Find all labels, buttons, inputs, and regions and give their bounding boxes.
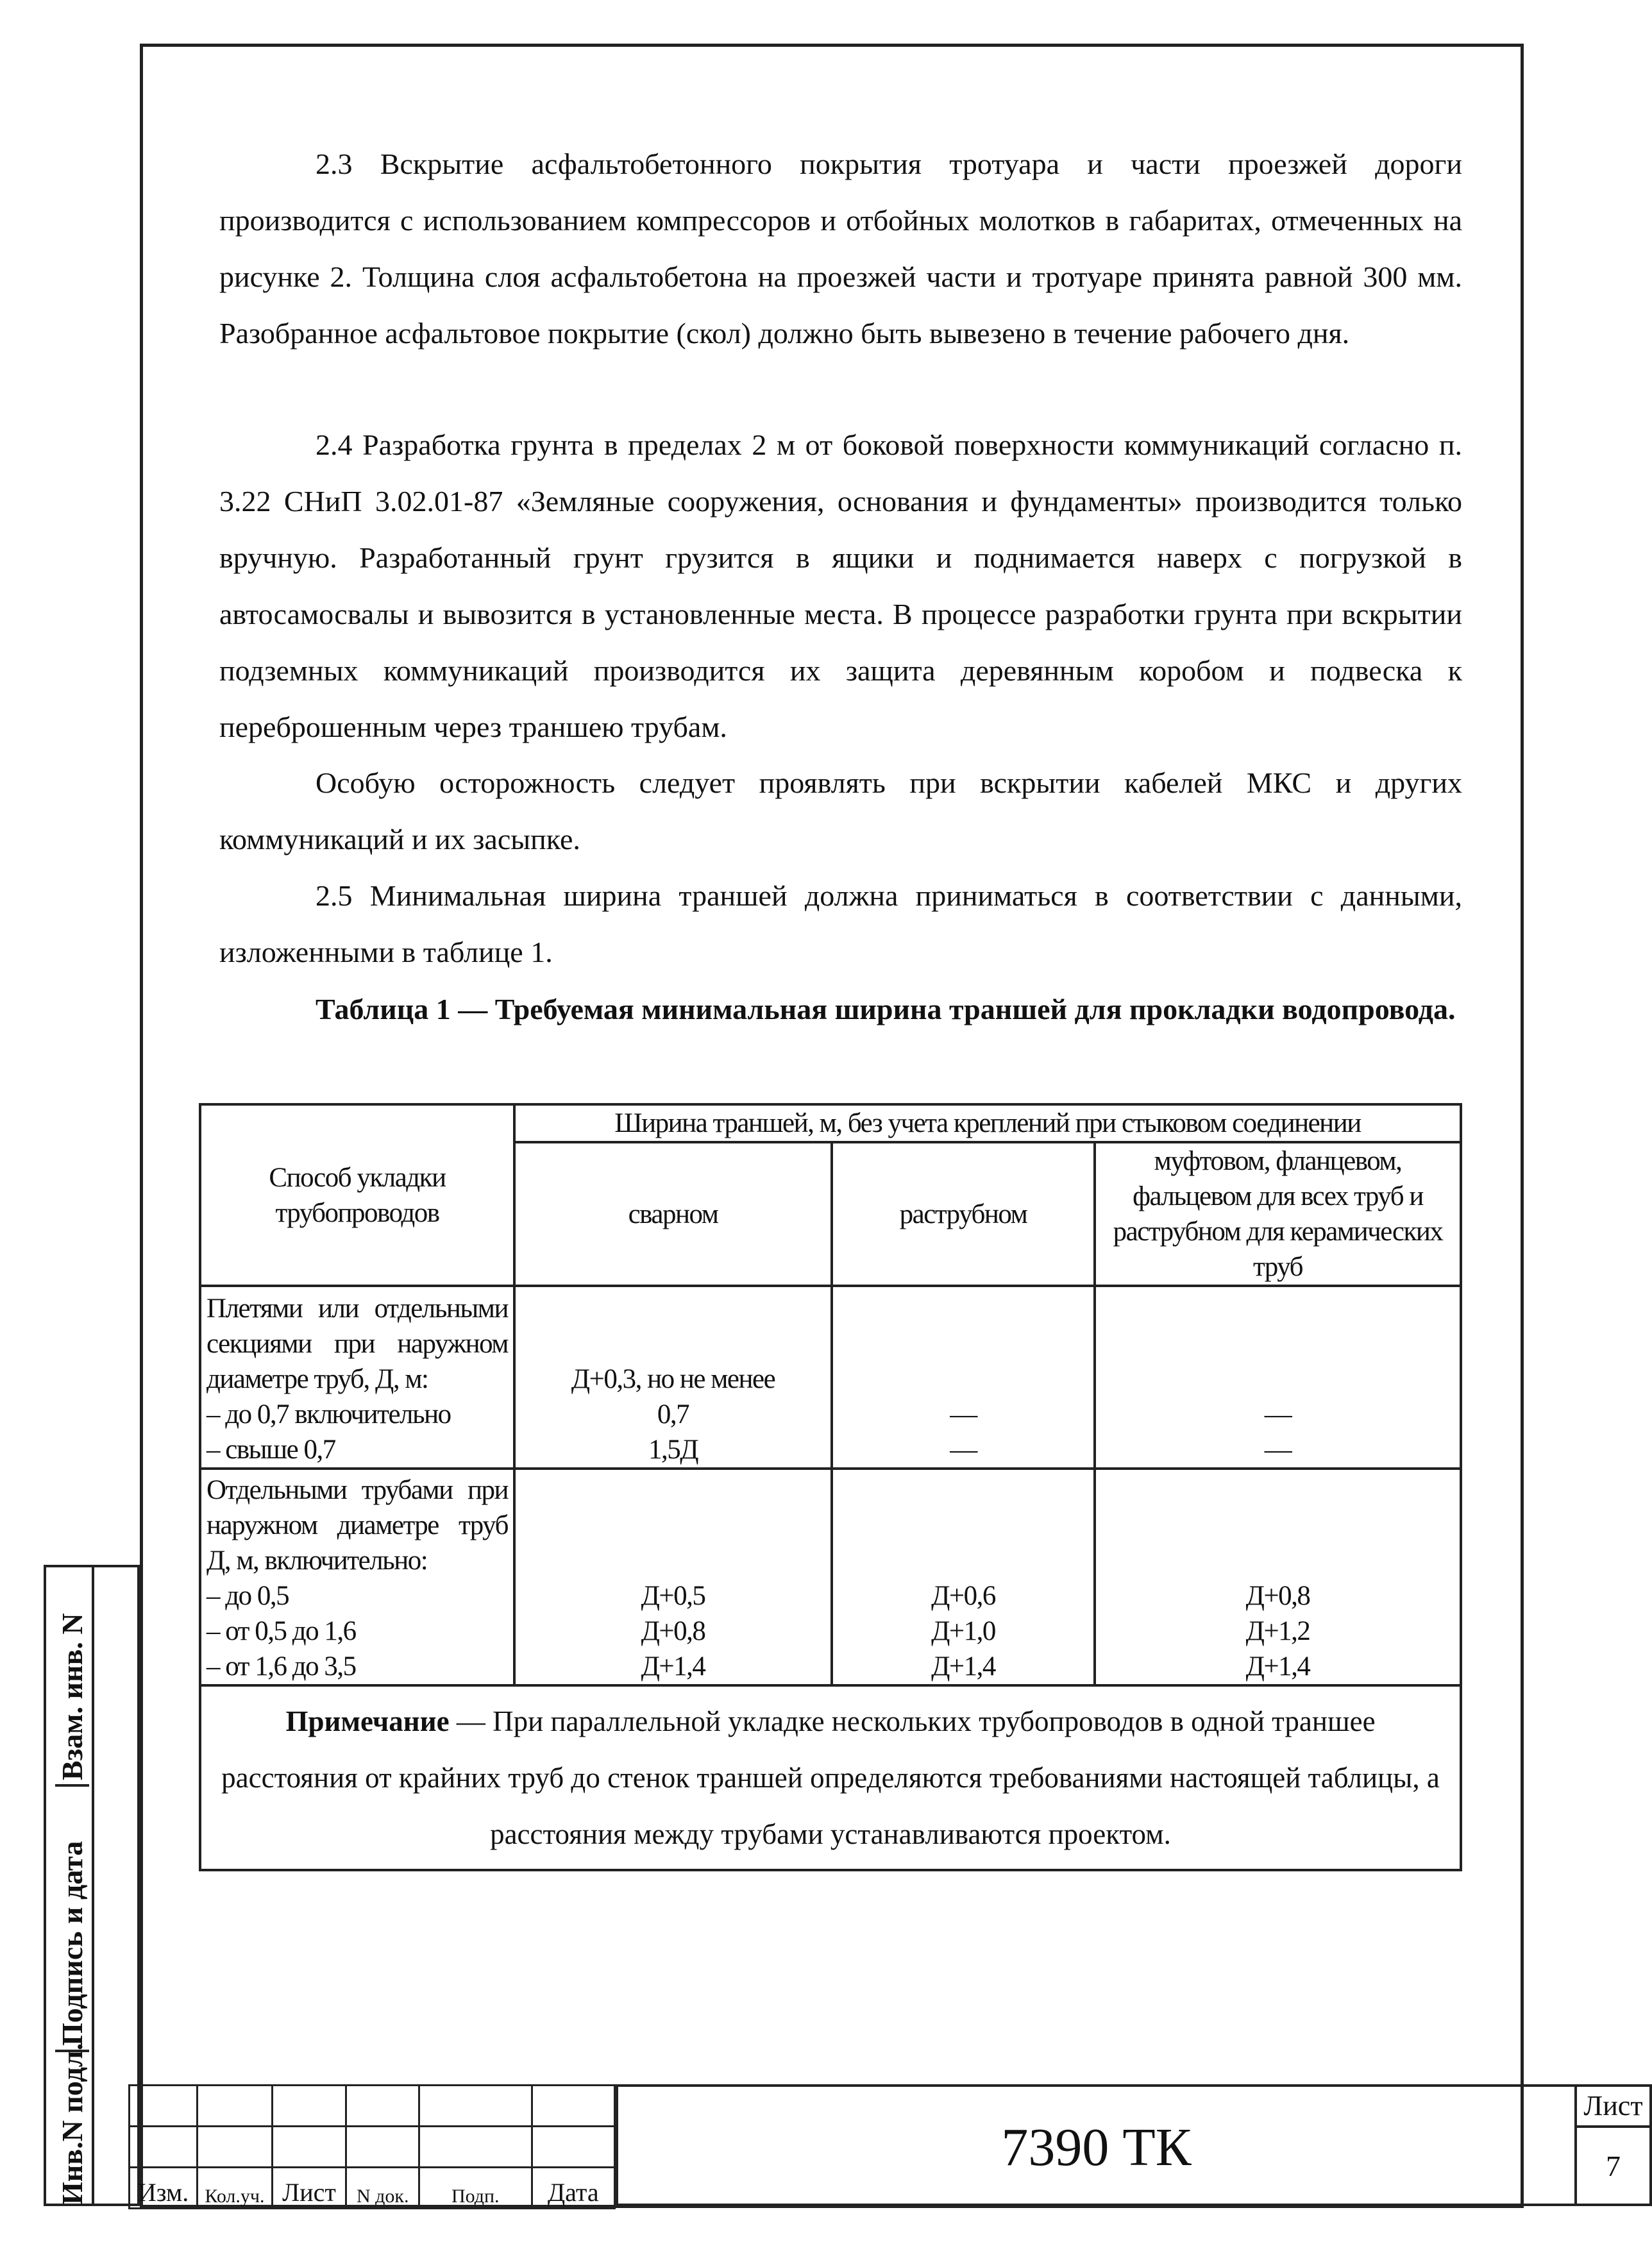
rev-header-count: Кол.уч.	[198, 2168, 272, 2209]
table-note	[200, 1685, 1461, 1870]
group2-coupling-value: Д+1,2	[1245, 1616, 1310, 1646]
paragraph-2-4: 2.4 Разработка грунта в пределах 2 м от боковой поверхности коммуникаций согласно п. 3.22 СНиП 3.02.01-87 «Земляные сооружения, основания и фундаменты» производится только вручную. Разработанный грунт грузится в ящики и поднимается наверх с погрузкой в автосамосвалы и вывозится в установленные места. В процессе разработки грунта при вскрытии подземных коммуникаций производится их защита деревянным коробом и подвеска к переброшенным через траншею трубам.	[219, 428, 1462, 743]
group1-intro: Плетями или отдельными секциями при наружном диаметре труб, Д, м:	[206, 1294, 508, 1394]
rev-header-change: Изм.	[130, 2168, 198, 2209]
header-width: Ширина траншей, м, без учета креплений при стыковом соединении	[514, 1104, 1461, 1142]
paragraph-2-3: 2.3 Вскрытие асфальтобетонного покрытия тротуара и части проезжей дороги производится с использованием компрессоров и отбойных молотков в габаритах, отмеченных на рисунке 2. Толщина слоя асфальтобетона на проезжей части и тротуаре принята равной 300 мм. Разобранное асфальтовое покрытие (скол) должно быть вывезено в течение рабочего дня.	[219, 148, 1462, 350]
group1-welded-value: 1,5Д	[648, 1435, 698, 1465]
trench-width-table	[199, 1103, 1462, 1871]
note-label: Примечание	[285, 1705, 450, 1737]
paragraph-2-5: 2.5 Минимальная ширина траншей должна приниматься в соответствии с данными, изложенными в таблице 1.	[219, 879, 1462, 968]
group1-welded-value: 0,7	[657, 1399, 689, 1429]
table-note-row	[200, 1685, 1461, 1870]
header-method: Способ укладки трубопроводов	[200, 1104, 514, 1286]
group2-welded-value: Д+1,4	[641, 1651, 705, 1682]
rev-header-sign: Подп.	[419, 2168, 532, 2209]
group2-welded-value: Д+0,8	[641, 1616, 705, 1646]
table-row	[200, 1286, 1461, 1469]
group1-welded-intro: Д+0,3, но не менее	[571, 1364, 775, 1394]
group2-coupling-value: Д+1,4	[1245, 1651, 1310, 1682]
sheet-number: 7	[1606, 2150, 1621, 2182]
header-socket: раструбном	[832, 1142, 1095, 1286]
revision-grid	[128, 2084, 616, 2209]
group2-socket-value: Д+1,0	[931, 1616, 995, 1646]
group2-intro: Отдельными трубами при наружном диаметре труб Д, м, включительно:	[206, 1475, 508, 1576]
group2-socket-value: Д+1,4	[931, 1651, 995, 1682]
stamp-sign-date: Подпись и дата	[55, 1784, 89, 2050]
group2-socket-value: Д+0,6	[931, 1581, 995, 1611]
sheet-box	[1574, 2084, 1652, 2206]
group1-socket-value: —	[950, 1399, 977, 1429]
rev-header-date: Дата	[532, 2168, 614, 2209]
stamp-inv-orig: Инв.N подл.	[55, 2050, 89, 2209]
group1-socket-value: —	[950, 1435, 977, 1465]
group1-coupling-value: —	[1264, 1399, 1292, 1429]
group2-welded-value: Д+0,5	[641, 1581, 705, 1611]
side-stamp	[44, 1565, 140, 2206]
table-row	[200, 1469, 1461, 1685]
group2-row-label: – до 0,5	[206, 1581, 289, 1611]
document-code: 7390 ТК	[616, 2084, 1574, 2206]
group2-row-label: – от 0,5 до 1,6	[206, 1616, 356, 1646]
paragraph-caution: Особую осторожность следует проявлять при вскрытии кабелей МКС и других коммуникаций и их засыпке.	[219, 766, 1462, 856]
rev-header-sheet: Лист	[272, 2168, 346, 2209]
group2-row-label: – от 1,6 до 3,5	[206, 1651, 356, 1682]
group1-coupling-value: —	[1264, 1435, 1292, 1465]
note-text: — При параллельной укладке нескольких трубопроводов в одной траншее расстояния от крайних труб до стенок траншей определяются требованиями настоящей таблицы, а расстояния между трубами устанавливаются проектом.	[221, 1705, 1440, 1850]
group1-row-label: – свыше 0,7	[206, 1435, 335, 1465]
table-caption: Таблица 1 — Требуемая минимальная ширина траншей для прокладки водопровода.	[316, 993, 1456, 1025]
sheet-label: Лист	[1577, 2087, 1649, 2128]
group1-row-label: – до 0,7 включительно	[206, 1399, 451, 1429]
header-coupling: муфтовом, фланцевом, фальцевом для всех труб и раструбном для керамических труб	[1095, 1142, 1461, 1286]
stamp-replace-inv: Взам. инв. N	[56, 1613, 88, 1780]
group2-coupling-value: Д+0,8	[1245, 1581, 1310, 1611]
title-block	[128, 2084, 1643, 2207]
header-welded: сварном	[514, 1142, 832, 1286]
rev-header-docno: N док.	[346, 2168, 419, 2209]
